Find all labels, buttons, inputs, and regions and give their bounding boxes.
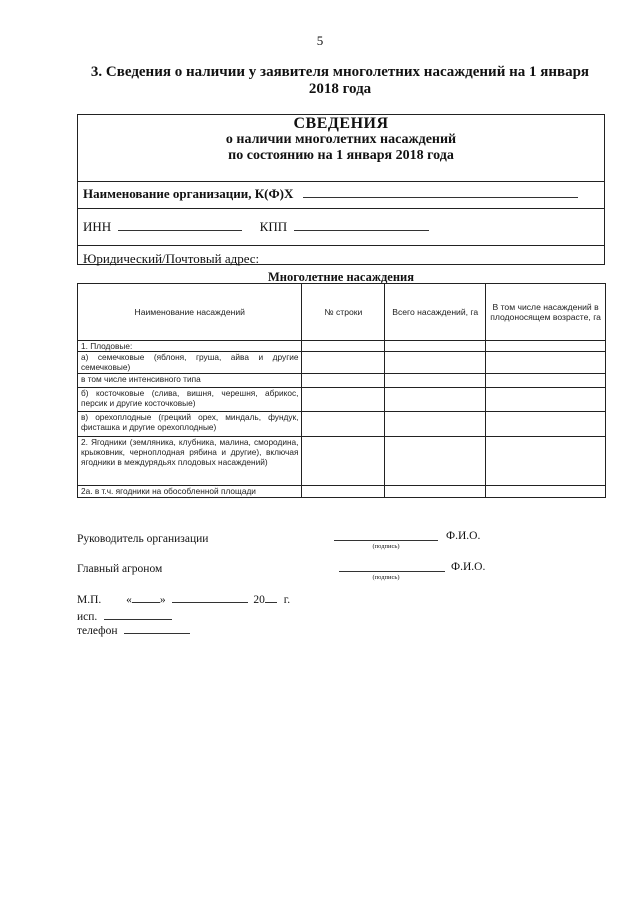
address-field: [83, 251, 259, 267]
month-line[interactable]: [172, 592, 248, 603]
box-title-block: [78, 116, 604, 164]
table-row: [78, 388, 606, 412]
row-name-cell: а) семечковые (яблоня, груша, айва и другие семечковые): [78, 352, 302, 374]
phone-line[interactable]: [124, 623, 190, 634]
header-cell: Всего насаждений, га: [385, 284, 486, 341]
row-name-cell: в) орехоплодные (грецкий орех, миндаль, фундук, фисташка и другие орехоплодные): [78, 412, 302, 437]
agronom-fio-label: Ф.И.О.: [451, 561, 486, 573]
box-divider: [78, 245, 604, 246]
address-label: Юридический/Почтовый адрес:: [83, 251, 260, 266]
executor-line[interactable]: [104, 609, 172, 620]
row-name-cell: 2. Ягодники (земляника, клубника, малина, смородина, крыжовник, черноплодная рябина и другие), включая ягодники в междурядьях плодовых насаждений): [78, 437, 302, 486]
phone-field: [77, 623, 190, 637]
kpp-line[interactable]: [294, 219, 429, 231]
section-heading-line1: 3. Сведения о наличии у заявителя многолетних насаждений на 1 января: [90, 64, 590, 80]
table-header-row: [78, 284, 606, 341]
total-area-cell[interactable]: [385, 412, 486, 437]
year-line[interactable]: [265, 592, 277, 603]
table-row: [78, 437, 606, 486]
table-row: [78, 352, 606, 374]
year-prefix: 20: [253, 594, 265, 606]
box-divider: [78, 181, 604, 182]
row-number-cell[interactable]: [302, 341, 385, 352]
total-area-cell[interactable]: [385, 352, 486, 374]
kpp-label: КПП: [259, 219, 288, 234]
agronom-signature-label: Главный агроном: [77, 563, 163, 575]
table-row: [78, 341, 606, 352]
table-row: [78, 412, 606, 437]
fruiting-area-cell[interactable]: [486, 437, 606, 486]
page-number: 5: [316, 33, 324, 48]
total-area-cell[interactable]: [385, 388, 486, 412]
date-open-quote: «: [126, 594, 132, 606]
row-number-cell[interactable]: [302, 352, 385, 374]
inn-line[interactable]: [118, 219, 242, 231]
row-number-cell[interactable]: [302, 388, 385, 412]
fruiting-area-cell[interactable]: [486, 486, 606, 498]
row-number-cell[interactable]: [302, 412, 385, 437]
section-heading: [80, 64, 600, 98]
head-signature-hint: (подпись): [372, 543, 400, 550]
row-name-cell: 1. Плодовые:: [78, 341, 302, 352]
org-name-line[interactable]: [303, 186, 578, 198]
header-cell: № строки: [302, 284, 385, 341]
box-divider: [78, 208, 604, 209]
row-name-cell: б) косточковые (слива, вишня, черешня, абрикос, персик и другие косточковые): [78, 388, 302, 412]
fruiting-area-cell[interactable]: [486, 412, 606, 437]
date-close-quote: »: [159, 594, 166, 606]
box-subtitle-2: по состоянию на 1 января 2018 года: [228, 148, 454, 163]
fruiting-area-cell[interactable]: [486, 374, 606, 388]
table-title: Многолетние насаждения: [268, 270, 414, 284]
fruiting-area-cell[interactable]: [486, 341, 606, 352]
head-fio-label: Ф.И.О.: [446, 530, 481, 542]
inn-label: ИНН: [83, 219, 112, 234]
table-row: [78, 374, 606, 388]
fruiting-area-cell[interactable]: [486, 352, 606, 374]
header-cell: Наименование насаждений: [78, 284, 302, 341]
org-name-label: Наименование организации, К(Ф)Х: [83, 186, 294, 201]
total-area-cell[interactable]: [385, 437, 486, 486]
head-signature-label: Руководитель организации: [77, 533, 209, 545]
row-number-cell[interactable]: [302, 437, 385, 486]
stamp-date-line: [77, 592, 290, 606]
plantings-table: [77, 283, 606, 498]
row-number-cell[interactable]: [302, 374, 385, 388]
day-line[interactable]: [132, 592, 160, 603]
total-area-cell[interactable]: [385, 486, 486, 498]
stamp-label: М.П.: [77, 594, 102, 606]
box-subtitle-1: о наличии многолетних насаждений: [225, 132, 457, 147]
info-box: [77, 114, 605, 265]
total-area-cell[interactable]: [385, 374, 486, 388]
section-heading-line2: 2018 года: [308, 81, 372, 97]
phone-label: телефон: [77, 625, 118, 637]
executor-label: исп.: [77, 611, 98, 623]
box-title: СВЕДЕНИЯ: [293, 115, 389, 132]
inn-kpp-field: [83, 219, 429, 235]
agronom-signature-line[interactable]: [339, 571, 445, 572]
total-area-cell[interactable]: [385, 341, 486, 352]
org-name-field: [83, 186, 578, 202]
year-suffix: г.: [283, 594, 291, 606]
table-row: [78, 486, 606, 498]
head-signature-line[interactable]: [334, 540, 438, 541]
row-name-cell: 2а. в т.ч. ягодники на обособленной площади: [78, 486, 302, 498]
fruiting-area-cell[interactable]: [486, 388, 606, 412]
agronom-signature-hint: (подпись): [372, 574, 400, 581]
row-name-cell: в том числе интенсивного типа: [78, 374, 302, 388]
row-number-cell[interactable]: [302, 486, 385, 498]
executor-field: [77, 609, 172, 623]
header-cell: В том числе насаждений в плодоносящем возрасте, га: [486, 284, 606, 341]
